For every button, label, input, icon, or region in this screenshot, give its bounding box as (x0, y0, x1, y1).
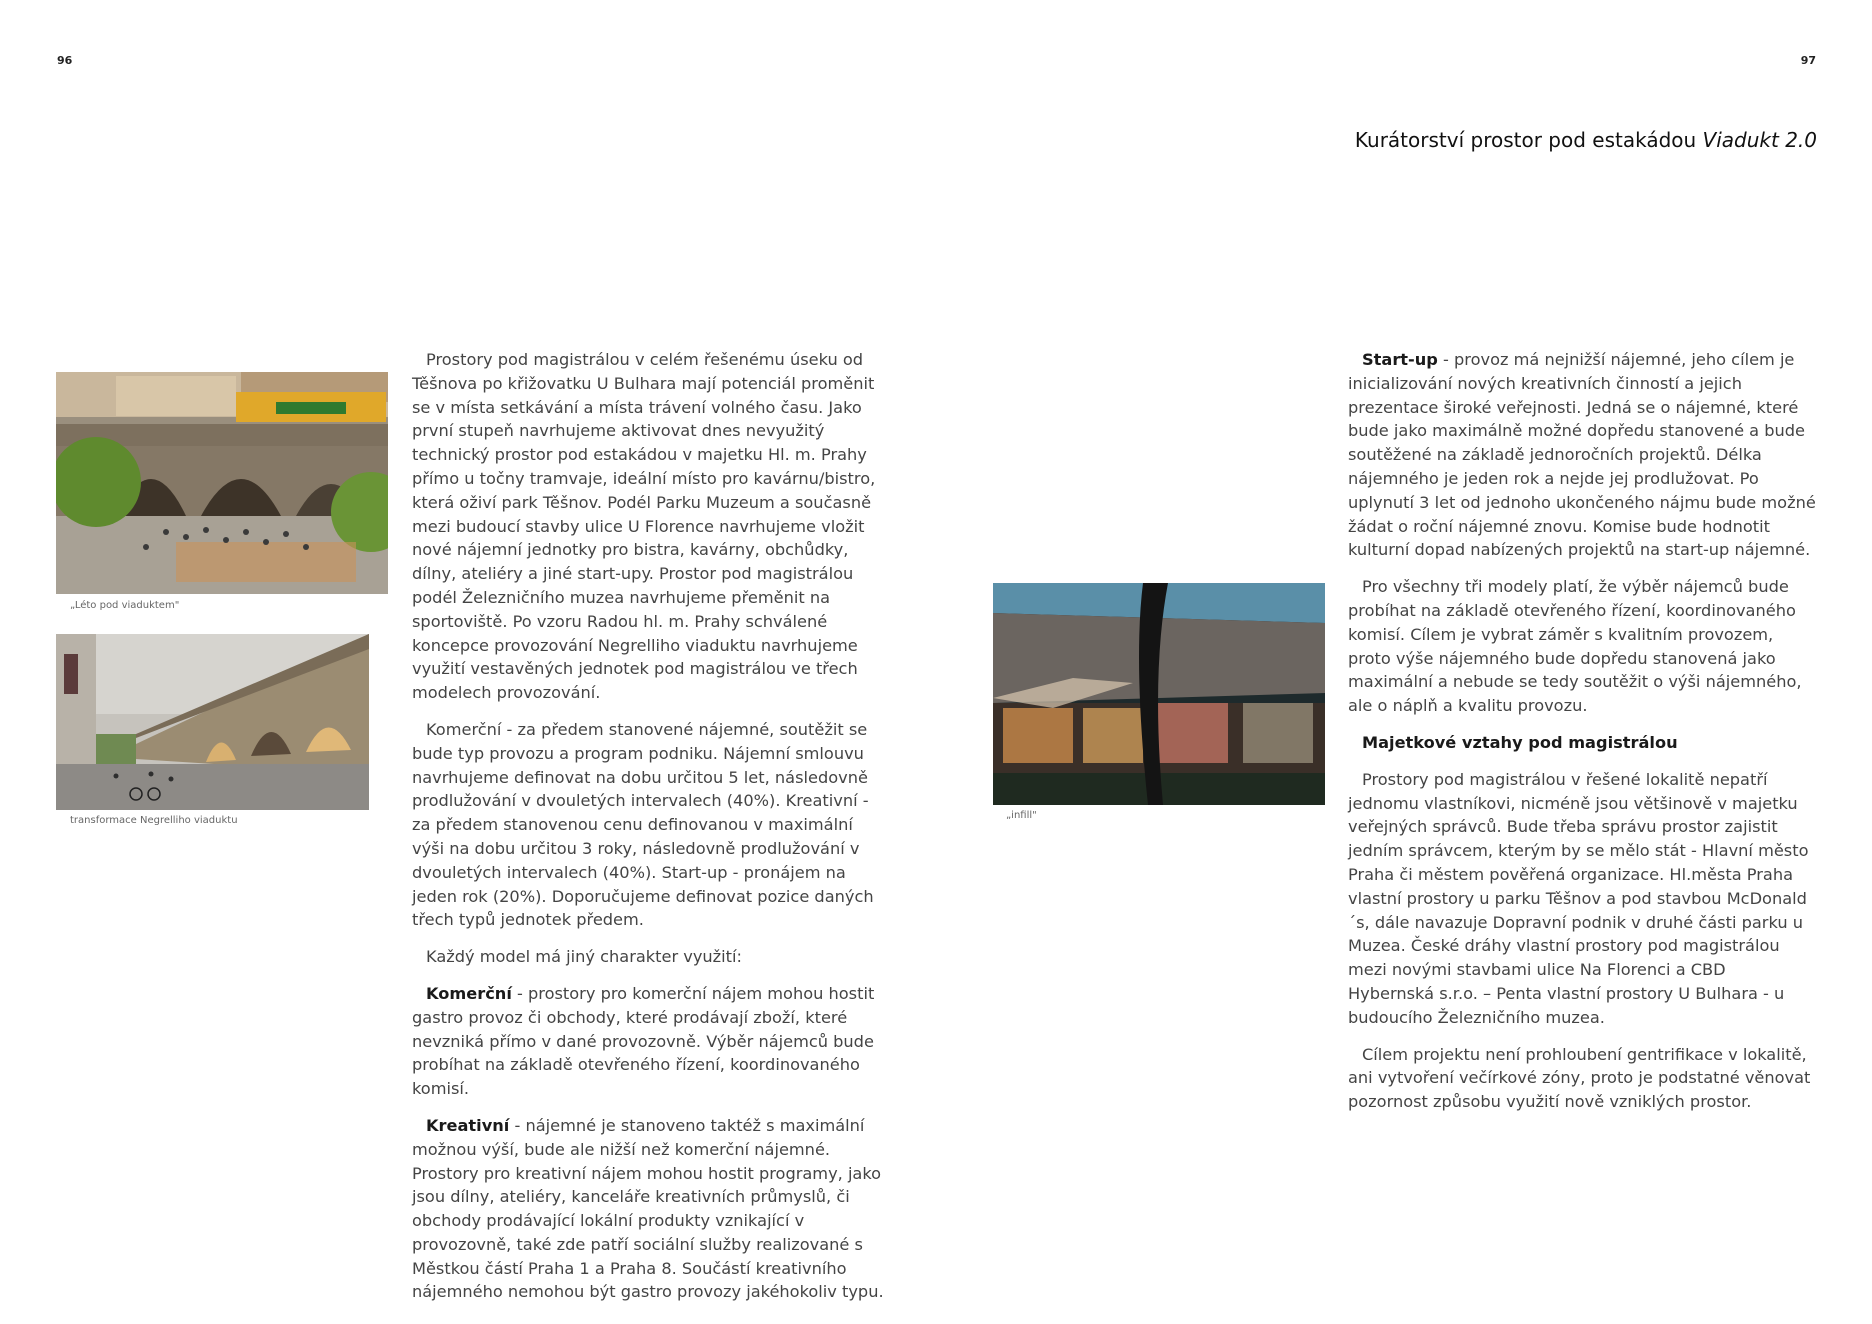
caption-image2: transformace Negrelliho viaduktu (70, 815, 238, 826)
lead-startup: Start-up (1362, 350, 1438, 369)
photo-summer-under-viaduct (56, 372, 388, 594)
paragraph-all-models: Pro všechny tři modely platí, že výběr nájemců bude probíhat na základě otevřeného řízení, koordinovaného komisí. Cílem je vybrat záměr s kvalitním provozem, proto výše nájemného bude dopředu stanovená jako maximální a nebude se tedy soutěžit o výši nájemného, ale o náplň a kvalitu provozu. (1348, 577, 1802, 716)
page-title (1355, 128, 1817, 152)
paragraph-character: Každý model má jiný charakter využití: (426, 947, 742, 967)
paragraph-intro: Prostory pod magistrálou v celém řešenému úseku od Těšnova po křižovatku U Bulhara mají potenciál proměnit se v místa setkávání a místa trávení volného času. Jako první stupeň navrhujeme aktivovat dnes nevyužitý technický prostor pod estakádou v majetku Hl. m. Prahy přímo u točny tramvaje, ideální místo pro kavárnu/bistro, která oživí park Těšnov. Podél Parku Muzeum a současně mezi budoucí stavby ulice U Florence navrhujeme vložit nové nájemní jednotky pro bistra, kavárny, obchůdky, dílny, ateliéry a jiné start-upy. Prostor pod magistrálou podél Železničního muzea navrhujeme přeměnit na sportoviště. Po vzoru Radou hl. m. Prahy schválené koncepce provozování Negrelliho viaduktu navrhujeme využití vestavěných jednotek pod magistrálou ve třech modelech provozování. (412, 350, 876, 703)
paragraph-models: Komerční - za předem stanovené nájemné, soutěžit se bude typ provozu a program podniku. Nájemní smlouvu navrhujeme definovat na dobu určitou 5 let, následovně prodlužování v dvouletých intervalech (40%). Kreativní - za předem stanovenou cenu definovanou v maximální výši na dobu určitou 3 roky, následovně prodlužování v dvouletých intervalech (40%). Start-up - pronájem na jeden rok (20%). Doporučujeme definovat pozice daných třech typů jednotek předem. (412, 719, 874, 930)
caption-image3: „infill" (1006, 810, 1037, 821)
paragraph-goal: Cílem projektu není prohloubení gentrifikace v lokalitě, ani vytvoření večírkové zóny, proto je podstatné věnovat pozornost způsobu využití nově vzniklých prostor. (1348, 1044, 1811, 1112)
photo-infill-render (993, 583, 1325, 805)
paragraph-property: Prostory pod magistrálou v řešené lokalitě nepatří jednomu vlastníkovi, nicméně jsou většinově v majetku veřejných správců. Bude třeba správu prostor zajistit jedním správcem, kterým by se mělo stát - Hlavní město Praha či městem pověřená organizace. Hl.města Praha vlastní prostory u parku Těšnov a pod stavbou McDonald´s, dále navazuje Dopravní podnik v druhé části parku u Muzea. České dráhy vlastní prostory pod magistrálou mezi novými stavbami ulice Na Florenci a CBD Hybernská s.r.o. – Penta vlastní prostory U Bulhara - u budoucího Železničního muzea. (1348, 769, 1809, 1027)
page-number-left: 96 (57, 54, 73, 67)
title-italic: Viadukt 2.0 (1702, 128, 1817, 152)
photo-negrelli-viaduct (56, 634, 369, 810)
text-startup: - provoz má nejnižší nájemné, jeho cílem je inicializování nových kreativních činností a jejich prezentace široké veřejnosti. Jedná se o nájemné, které bude jako maximálně možné dopředu stanovené a bude soutěžené na základě jednoročních projektů. Délka nájemného je jeden rok a nejde jej prodlužovat. Po uplynutí 3 let od jednoho ukončeného nájmu bude možné žádat o roční nájemné znovu. Komise bude hodnotit kulturní dopad nabízených projektů na start-up nájemné. (1348, 350, 1816, 560)
page-number-right: 97 (1800, 54, 1816, 67)
paragraph-commercial (412, 982, 884, 1101)
right-text-column (1348, 348, 1816, 1127)
lead-commercial: Komerční (426, 983, 512, 1003)
title-main: Kurátorství prostor pod estakádou (1354, 128, 1703, 152)
caption-image1: „Léto pod viaduktem" (70, 600, 180, 611)
text-commercial: - prostory pro komerční nájem mohou hostit gastro provoz či obchody, které prodávají zboží, které nevzniká přímo v dané provozovně. Výběr nájemců bude probíhat na základě otevřeného řízení, koordinovaného komisí. (412, 983, 875, 1099)
text-creative: - nájemné je stanoveno taktéž s maximální možnou výší, bude ale nižší než komerční nájemné. Prostory pro kreativní nájem mohou hostit programy, jako jsou dílny, ateliéry, kanceláře kreativních průmyslů, či obchody prodávající lokální produkty vznikající v provozovně, také zde patří sociální služby realizované s Městkou částí Praha 1 a Praha 8. Součástí kreativního nájemného nemohou být gastro provozy jakéhokoliv typu. (412, 1115, 884, 1302)
paragraph-creative (412, 1114, 884, 1304)
lead-creative: Kreativní (426, 1115, 510, 1135)
left-text-column (412, 348, 884, 1317)
paragraph-startup (1348, 348, 1816, 562)
subheading-property: Majetkové vztahy pod magistrálou (1362, 732, 1678, 752)
